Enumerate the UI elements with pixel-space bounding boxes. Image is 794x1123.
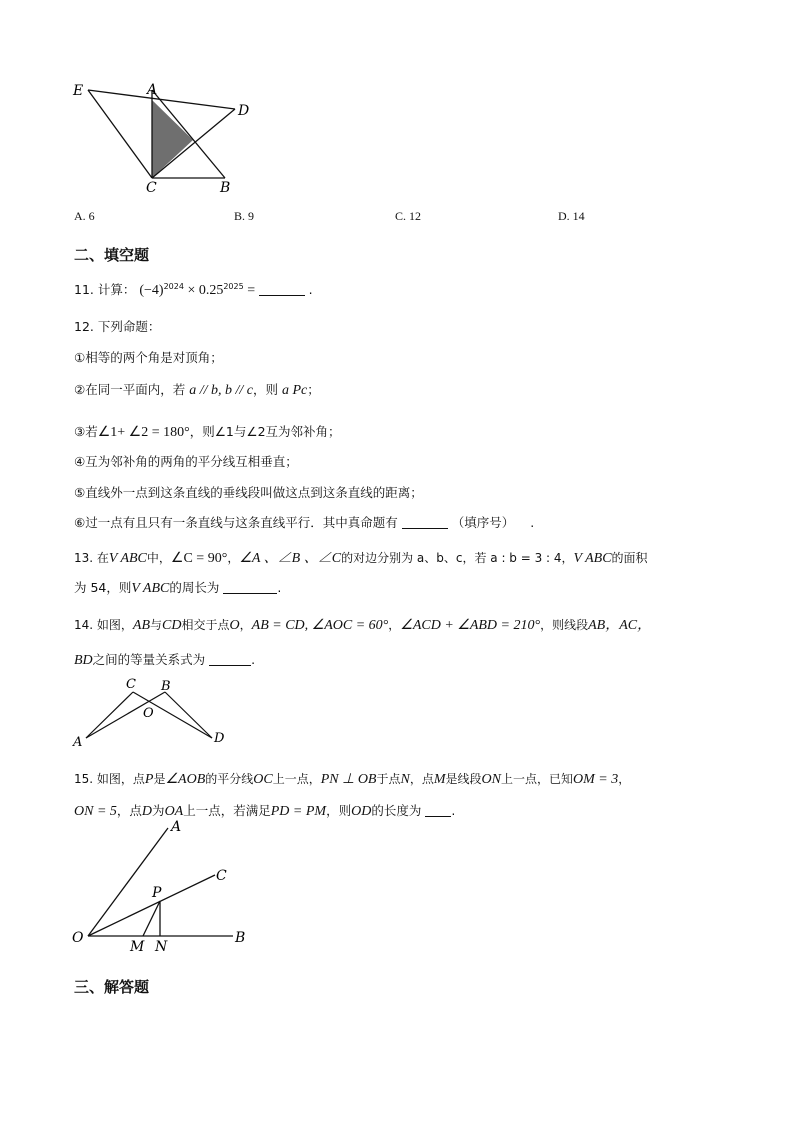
q13-l1-b: 中， — [146, 551, 171, 565]
q12-statement-6 — [74, 513, 534, 531]
figure-q14 — [70, 672, 230, 750]
q12-statement-4: ④互为邻补角的两角的平分线互相垂直； — [74, 454, 298, 469]
q14-cd: CD — [162, 618, 182, 633]
q12-statement-3 — [74, 422, 341, 441]
q15-l1-d: 上一点， — [272, 772, 321, 786]
label-A: A — [147, 82, 158, 98]
segment-ED — [88, 90, 235, 109]
q12-s2-text-a: ②在同一平面内，若 — [74, 382, 186, 397]
question-11 — [74, 280, 313, 299]
q13-l2-c: . — [277, 580, 282, 595]
q12-statement-2 — [74, 380, 320, 399]
segment-EC — [88, 90, 152, 178]
q12-s3-math: ∠1+ ∠2 = 180° — [97, 425, 190, 440]
q15-on-value: ON = 5 — [74, 804, 117, 819]
q15-l2-f: . — [451, 803, 456, 818]
section-heading-solutions: 三、解答题 — [74, 978, 150, 996]
q14-bd: BD — [74, 653, 93, 668]
q12-s6-end: . — [530, 515, 535, 530]
q12-s2-text-d: ； — [307, 382, 320, 397]
q12-statement-5: ⑤直线外一点到这条直线的垂线段叫做这点到这条直线的距离； — [74, 485, 423, 500]
q14-l2-a: 之间的等量关系式为 — [92, 652, 206, 667]
q15-angle-aob: ∠AOB — [165, 772, 206, 787]
label-B: B — [235, 930, 246, 946]
q14-l1-d: ， — [239, 618, 252, 632]
figure-q10 — [70, 78, 260, 196]
q15-d: D — [141, 804, 153, 819]
q15-line-1 — [74, 770, 630, 788]
section-heading-fill-in: 二、填空题 — [74, 246, 150, 264]
q14-l1-f: ，则线段 — [540, 618, 589, 632]
q15-answer-blank[interactable] — [425, 804, 451, 817]
label-C: C — [146, 180, 157, 196]
q15-od: OD — [351, 804, 372, 819]
option-a: A. 6 — [74, 209, 95, 223]
q15-l2-e: 的长度为 — [371, 803, 422, 818]
q14-l1-b: 与 — [150, 618, 163, 632]
q15-l1-e: 于点 — [376, 772, 401, 786]
q15-l2-b: 为 — [152, 803, 165, 818]
label-C: C — [216, 868, 227, 884]
figure-q15 — [70, 818, 255, 956]
q15-oc: OC — [253, 772, 273, 787]
q11-base: (−4) — [139, 283, 164, 298]
q15-l2-a: ，点 — [116, 803, 142, 818]
q14-l1-e: ， — [388, 618, 401, 632]
q12-s6-text-a: ⑥过一点有且只有一条直线与这条直线平行．其中真命题有 — [74, 515, 398, 530]
q11-end: . — [308, 282, 313, 297]
q12-intro: 12. 下列命题： — [74, 319, 161, 334]
q12-statement-1: ①相等的两个角是对顶角； — [74, 350, 223, 365]
q14-line-2 — [74, 650, 255, 669]
label-O: O — [72, 930, 84, 946]
q15-l1-f: ，点 — [409, 772, 434, 786]
label-O: O — [143, 706, 154, 721]
q13-l2-b: 的周长为 — [169, 580, 220, 595]
label-D: D — [238, 103, 250, 119]
q11-number: 11. 计算： — [74, 282, 136, 297]
q13-answer-blank[interactable] — [223, 581, 277, 594]
q13-angle-c: ∠C = 90° — [170, 551, 228, 566]
q15-l2-c: 上一点，若满足 — [183, 803, 271, 818]
q14-l1-a: 14. 如图， — [74, 618, 133, 632]
q14-l1-c: 相交于点 — [181, 618, 230, 632]
q14-line-1 — [74, 614, 651, 634]
q15-l1-g: 是线段 — [445, 772, 482, 786]
q14-conditions: AB = CD, ∠AOC = 60° — [251, 618, 389, 633]
option-c: C. 12 — [395, 209, 422, 223]
q11-eq: = — [243, 283, 259, 298]
q15-p: P — [144, 772, 154, 787]
q12-answer-blank[interactable] — [402, 516, 448, 529]
q15-l1-h: 上一点，已知 — [501, 772, 574, 786]
label-A: A — [171, 819, 182, 835]
q13-triangle-1: V ABC — [108, 551, 147, 566]
q13-line-2 — [74, 578, 281, 597]
q11-exp1: 2024 — [163, 281, 184, 291]
q15-m: M — [433, 772, 446, 787]
q15-pd-pm: PD = PM — [270, 804, 327, 819]
q15-on: ON — [481, 772, 501, 787]
label-M: M — [130, 939, 145, 955]
q15-om: OM = 3 — [573, 772, 619, 787]
q11-exp2: 2025 — [223, 281, 244, 291]
q15-l1-b: 是 — [153, 772, 166, 786]
q13-angles: ∠A 、∠B 、∠C — [239, 551, 342, 566]
q13-l1-c: ， — [227, 551, 240, 565]
q15-l2-d: ，则 — [326, 803, 352, 818]
ray-OA — [88, 828, 168, 936]
q14-ab: AB — [132, 618, 151, 633]
label-E: E — [73, 83, 84, 99]
q13-triangle-2: V ABC — [573, 551, 612, 566]
q11-answer-blank[interactable] — [259, 283, 305, 296]
q12-s2-math2: a Pc — [281, 383, 308, 398]
option-b: B. 9 — [234, 209, 255, 223]
label-B: B — [161, 679, 171, 694]
q13-line-1 — [74, 547, 648, 567]
q14-l2-b: . — [251, 652, 256, 667]
q14-answer-blank[interactable] — [209, 653, 251, 666]
q15-oa: OA — [164, 804, 184, 819]
q12-s2-text-b: ，则 — [252, 382, 278, 397]
q15-n: N — [400, 772, 410, 787]
q14-segments: AB，AC， — [588, 618, 652, 633]
q15-l1-a: 15. 如图，点 — [74, 772, 145, 786]
label-D: D — [214, 731, 225, 746]
segment-PM — [143, 901, 160, 936]
q13-l2-a: 为 54，则 — [74, 580, 132, 595]
label-N: N — [155, 939, 168, 955]
q14-o: O — [229, 618, 240, 633]
q13-l1-d: 的对边分别为 a、b、c，若 a : b = 3 : 4， — [341, 551, 574, 565]
q13-triangle-3: V ABC — [131, 581, 170, 596]
label-C: C — [126, 677, 136, 692]
q12-s2-math: a // b, b // c — [189, 383, 253, 398]
q15-l1-c: 的平分线 — [205, 772, 254, 786]
q13-l1-e: 的面积 — [611, 551, 648, 565]
label-B: B — [220, 180, 231, 196]
q12-s3-text-b: ，则∠1与∠2互为邻补角； — [189, 424, 341, 439]
q15-l1-i: ， — [618, 772, 631, 786]
q15-pn-perp: PN ⊥ OB — [320, 772, 377, 787]
shaded-triangle — [152, 100, 193, 178]
q14-angle-sum: ∠ACD + ∠ABD = 210° — [400, 618, 541, 633]
q11-mid: × 0.25 — [183, 283, 224, 298]
option-d: D. 14 — [558, 209, 585, 223]
label-A: A — [73, 735, 83, 750]
label-P: P — [152, 885, 162, 901]
q12-s6-text-b: （填序号） — [451, 515, 515, 530]
q12-s3-text-a: ③若 — [74, 424, 98, 439]
q13-l1-a: 13. 在 — [74, 551, 109, 565]
